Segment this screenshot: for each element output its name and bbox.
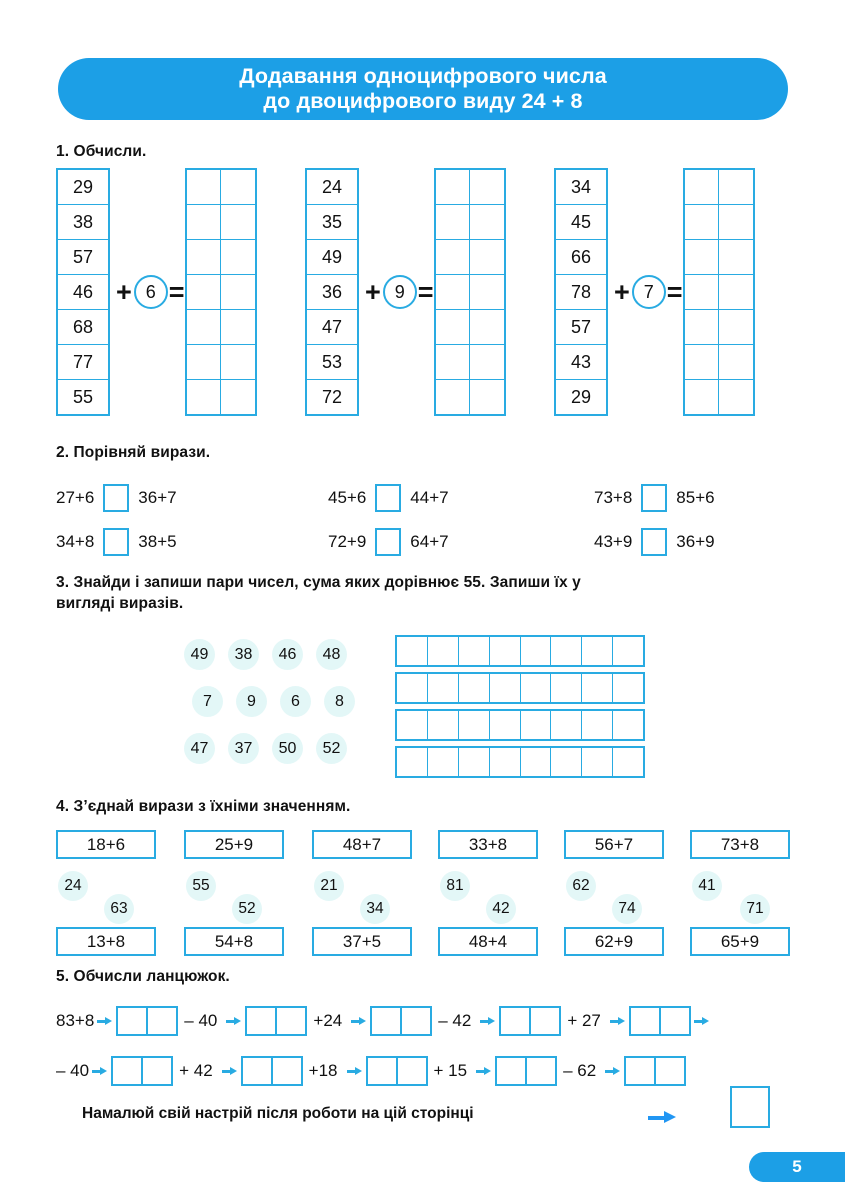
equals-icon: =	[168, 276, 185, 307]
answer-cell[interactable]	[221, 275, 255, 309]
task1-number-cell: 77	[58, 345, 108, 380]
task4-value-pill[interactable]: 41	[692, 871, 722, 901]
task5-answer-box[interactable]	[366, 1056, 428, 1086]
task5-answer-box[interactable]	[116, 1006, 178, 1036]
task4-value-pill[interactable]: 42	[486, 894, 516, 924]
answer-cell[interactable]	[531, 1008, 559, 1034]
answer-cell[interactable]	[490, 711, 521, 739]
page-number-badge: 5	[749, 1152, 845, 1182]
answer-cell[interactable]	[187, 275, 222, 309]
task1-heading: 1. Обчисли.	[56, 143, 147, 160]
task2-heading: 2. Порівняй вирази.	[56, 444, 211, 461]
task5-heading: 5. Обчисли ланцюжок.	[56, 968, 230, 985]
equals-icon: =	[666, 276, 683, 307]
task3-answer-row[interactable]	[395, 635, 645, 667]
task4-value-pill[interactable]: 55	[186, 871, 216, 901]
task3-heading-line2: вигляді виразів.	[56, 594, 184, 612]
task1-answer-row[interactable]	[436, 240, 504, 275]
task1-number-cell: 24	[307, 170, 357, 205]
task1-number-cell: 34	[556, 170, 606, 205]
task2-compare-box[interactable]	[103, 528, 129, 556]
answer-cell[interactable]	[397, 674, 428, 702]
task5-chain-row-2	[56, 1056, 686, 1086]
answer-cell[interactable]	[497, 1058, 527, 1084]
answer-cell[interactable]	[470, 275, 504, 309]
task2-left-expression: 43+9	[594, 532, 633, 551]
answer-cell[interactable]	[685, 380, 720, 414]
answer-cell[interactable]	[402, 1008, 430, 1034]
answer-cell[interactable]	[187, 380, 222, 414]
task5-operation: + 27	[567, 1011, 601, 1030]
answer-cell[interactable]	[719, 275, 753, 309]
answer-cell[interactable]	[143, 1058, 171, 1084]
task3-number-row-3	[184, 733, 347, 764]
answer-cell[interactable]	[613, 637, 643, 665]
answer-cell[interactable]	[719, 310, 753, 344]
answer-cell[interactable]	[490, 748, 521, 776]
task2-left-expression: 73+8	[594, 488, 633, 507]
answer-cell[interactable]	[113, 1058, 143, 1084]
answer-cell[interactable]	[459, 674, 490, 702]
answer-cell[interactable]	[187, 345, 222, 379]
task1-answer-row[interactable]	[685, 240, 753, 275]
mood-instruction: Намалюй свій настрій після роботи на цій сторінці	[82, 1105, 474, 1122]
answer-cell[interactable]	[397, 637, 428, 665]
task4-top-expression[interactable]: 33+8	[438, 830, 538, 859]
task3-number-pill[interactable]: 38	[228, 639, 259, 670]
task2-comparison	[328, 528, 449, 556]
arrow-right-icon	[222, 1066, 238, 1077]
answer-cell[interactable]	[397, 748, 428, 776]
task1-answer-row[interactable]	[187, 275, 255, 310]
task5-answer-box[interactable]	[624, 1056, 686, 1086]
task5-answer-box[interactable]	[111, 1056, 173, 1086]
task2-comparison	[594, 528, 715, 556]
arrow-right-icon	[351, 1016, 367, 1027]
answer-cell[interactable]	[221, 310, 255, 344]
task1-number-cell: 57	[556, 310, 606, 345]
task4-bottom-expression[interactable]: 48+4	[438, 927, 538, 956]
task1-number-cell: 53	[307, 345, 357, 380]
task3-number-pill[interactable]: 9	[236, 686, 267, 717]
task1-number-cell: 46	[58, 275, 108, 310]
answer-cell[interactable]	[436, 345, 471, 379]
task3-number-pill[interactable]: 50	[272, 733, 303, 764]
task2-comparison	[56, 484, 177, 512]
task1-group-2	[305, 168, 506, 416]
task5-answer-box[interactable]	[370, 1006, 432, 1036]
answer-cell[interactable]	[368, 1058, 398, 1084]
answer-cell[interactable]	[551, 748, 582, 776]
task1-number-cell: 43	[556, 345, 606, 380]
answer-cell[interactable]	[221, 170, 255, 204]
page-title-line1: Додавання одноцифрового числа	[239, 63, 607, 88]
answer-cell[interactable]	[719, 240, 753, 274]
answer-cell[interactable]	[626, 1058, 656, 1084]
task1-answer-grid-1[interactable]	[185, 168, 257, 416]
task1-number-cell: 47	[307, 310, 357, 345]
task4-top-expression[interactable]: 48+7	[312, 830, 412, 859]
page-title-line2: до двоцифрового виду 24 + 8	[263, 89, 583, 113]
task4-heading: 4. З’єднай вирази з їхніми значенням.	[56, 798, 351, 815]
task3-number-pill[interactable]: 49	[184, 639, 215, 670]
task3-answer-row[interactable]	[395, 672, 645, 704]
arrow-right-icon	[476, 1066, 492, 1077]
answer-cell[interactable]	[436, 170, 471, 204]
answer-cell[interactable]	[501, 1008, 531, 1034]
answer-cell[interactable]	[521, 748, 552, 776]
task5-operation: + 42	[179, 1061, 213, 1080]
task2-comparison	[56, 528, 177, 556]
task1-number-cell: 45	[556, 205, 606, 240]
task3-number-pill[interactable]: 47	[184, 733, 215, 764]
answer-cell[interactable]	[243, 1058, 273, 1084]
task1-number-cell: 68	[58, 310, 108, 345]
task1-body	[56, 168, 796, 416]
answer-cell[interactable]	[277, 1008, 305, 1034]
arrow-right-icon	[97, 1016, 113, 1027]
task2-compare-box[interactable]	[375, 484, 401, 512]
answer-cell[interactable]	[428, 674, 459, 702]
answer-cell[interactable]	[459, 748, 490, 776]
task2-right-expression: 44+7	[410, 488, 449, 507]
task4-value-pill[interactable]: 74	[612, 894, 642, 924]
task3-number-pill[interactable]: 52	[316, 733, 347, 764]
task5-operation: – 42	[438, 1011, 472, 1030]
task1-number-column-2	[305, 168, 359, 416]
arrow-right-icon	[347, 1066, 363, 1077]
answer-cell[interactable]	[613, 711, 643, 739]
answer-cell[interactable]	[470, 170, 504, 204]
answer-cell[interactable]	[551, 637, 582, 665]
task2-left-expression: 27+6	[56, 488, 95, 507]
task2-comparison	[328, 484, 449, 512]
answer-cell[interactable]	[148, 1008, 176, 1034]
answer-cell[interactable]	[470, 380, 504, 414]
answer-cell[interactable]	[436, 240, 471, 274]
task5-answer-box[interactable]	[495, 1056, 557, 1086]
answer-cell[interactable]	[397, 711, 428, 739]
task1-answer-row[interactable]	[436, 170, 504, 205]
answer-cell[interactable]	[187, 170, 222, 204]
answer-cell[interactable]	[719, 380, 753, 414]
task5-operation: – 40	[56, 1061, 90, 1080]
task4-value-pill[interactable]: 52	[232, 894, 262, 924]
task4-top-expression[interactable]: 25+9	[184, 830, 284, 859]
task1-answer-row[interactable]	[436, 345, 504, 380]
task1-answer-row[interactable]	[685, 345, 753, 380]
task2-comparison	[594, 484, 715, 512]
task5-start-expression: 83+8	[56, 1011, 95, 1030]
task4-bottom-expression[interactable]: 62+9	[564, 927, 664, 956]
task1-answer-row[interactable]	[436, 275, 504, 310]
answer-cell[interactable]	[661, 1008, 689, 1034]
task5-operation: +18	[308, 1061, 338, 1080]
task1-number-cell: 38	[58, 205, 108, 240]
answer-cell[interactable]	[372, 1008, 402, 1034]
task1-number-cell: 29	[570, 386, 592, 407]
task2-left-expression: 72+9	[328, 532, 367, 551]
task3-number-pill[interactable]: 48	[316, 639, 347, 670]
task2-compare-box[interactable]	[375, 528, 401, 556]
task1-number-cell: 72	[321, 386, 343, 407]
answer-cell[interactable]	[685, 345, 720, 379]
plus-icon: +	[116, 276, 132, 307]
task1-answer-grid-2[interactable]	[434, 168, 506, 416]
answer-cell[interactable]	[582, 711, 613, 739]
task1-number-cell: 29	[58, 170, 108, 205]
task3-number-row-2	[192, 686, 355, 717]
answer-cell[interactable]	[221, 345, 255, 379]
task1-number-column-3	[554, 168, 608, 416]
task3-answer-row[interactable]	[395, 709, 645, 741]
answer-cell[interactable]	[719, 205, 753, 239]
task5-operation: – 40	[184, 1011, 218, 1030]
answer-cell[interactable]	[719, 170, 753, 204]
task1-answer-row[interactable]	[436, 205, 504, 240]
answer-cell[interactable]	[118, 1008, 148, 1034]
answer-cell[interactable]	[613, 748, 643, 776]
answer-cell[interactable]	[551, 711, 582, 739]
answer-cell[interactable]	[685, 240, 720, 274]
task1-number-cell: 36	[307, 275, 357, 310]
answer-cell[interactable]	[656, 1058, 684, 1084]
arrow-right-icon	[226, 1016, 242, 1027]
task1-answer-row[interactable]	[187, 205, 255, 240]
task1-answer-row[interactable]	[685, 380, 753, 414]
answer-cell[interactable]	[273, 1058, 301, 1084]
answer-cell[interactable]	[582, 748, 613, 776]
task4-value-pill[interactable]: 63	[104, 894, 134, 924]
task2-right-expression: 64+7	[410, 532, 449, 551]
arrow-right-icon	[648, 1111, 676, 1124]
task4-bottom-expression[interactable]: 37+5	[312, 927, 412, 956]
task1-answer-row[interactable]	[685, 170, 753, 205]
task4-bottom-expression[interactable]: 13+8	[56, 927, 156, 956]
answer-cell[interactable]	[459, 711, 490, 739]
answer-cell[interactable]	[221, 240, 255, 274]
task4-top-expression[interactable]: 56+7	[564, 830, 664, 859]
task1-answer-row[interactable]	[187, 240, 255, 275]
task4-value-pill[interactable]: 34	[360, 894, 390, 924]
task1-answer-row[interactable]	[685, 310, 753, 345]
task2-right-expression: 36+9	[676, 532, 715, 551]
task2-compare-box[interactable]	[641, 528, 667, 556]
plus-icon: +	[614, 276, 630, 307]
task5-answer-box[interactable]	[241, 1056, 303, 1086]
task4-value-pill[interactable]: 81	[440, 871, 470, 901]
answer-cell[interactable]	[613, 674, 643, 702]
answer-cell[interactable]	[685, 310, 720, 344]
answer-cell[interactable]	[470, 345, 504, 379]
answer-cell[interactable]	[685, 205, 720, 239]
answer-cell[interactable]	[187, 205, 222, 239]
answer-cell[interactable]	[490, 674, 521, 702]
task5-operation: +24	[313, 1011, 343, 1030]
task3-number-pill[interactable]: 6	[280, 686, 311, 717]
task5-answer-box[interactable]	[245, 1006, 307, 1036]
equals-icon: =	[417, 276, 434, 307]
answer-cell[interactable]	[685, 170, 720, 204]
task1-answer-row[interactable]	[685, 275, 753, 310]
answer-cell[interactable]	[428, 637, 459, 665]
task3-number-pill[interactable]: 37	[228, 733, 259, 764]
arrow-right-icon	[694, 1016, 710, 1027]
answer-cell[interactable]	[685, 275, 720, 309]
arrow-right-icon	[610, 1016, 626, 1027]
task2-right-expression: 36+7	[138, 488, 177, 507]
task5-operation: – 62	[563, 1061, 597, 1080]
task3-number-row-1	[184, 639, 347, 670]
answer-cell[interactable]	[436, 275, 471, 309]
task1-answer-row[interactable]	[436, 380, 504, 414]
task1-number-cell: 55	[72, 386, 94, 407]
task1-addend-circle-3: 7	[632, 275, 666, 309]
task5-answer-box[interactable]	[499, 1006, 561, 1036]
task3-number-pill[interactable]: 8	[324, 686, 355, 717]
answer-cell[interactable]	[470, 205, 504, 239]
task4-value-pill[interactable]: 24	[58, 871, 88, 901]
answer-cell[interactable]	[551, 674, 582, 702]
task5-answer-box[interactable]	[629, 1006, 691, 1036]
task4-top-expression[interactable]: 73+8	[690, 830, 790, 859]
task4-top-expression[interactable]: 18+6	[56, 830, 156, 859]
answer-cell[interactable]	[631, 1008, 661, 1034]
answer-cell[interactable]	[398, 1058, 426, 1084]
answer-cell[interactable]	[459, 637, 490, 665]
task5-chain-row-1	[56, 1006, 713, 1036]
answer-cell[interactable]	[582, 674, 613, 702]
task3-answer-grid[interactable]	[395, 635, 645, 783]
answer-cell[interactable]	[221, 205, 255, 239]
task1-answer-row[interactable]	[187, 345, 255, 380]
task2-right-expression: 85+6	[676, 488, 715, 507]
answer-cell[interactable]	[582, 637, 613, 665]
task1-answer-row[interactable]	[685, 205, 753, 240]
task3-heading-line1: 3. Знайди і запиши пари чисел, сума яких дорівнює 55. Запиши їх у	[56, 574, 581, 591]
task4-value-pill[interactable]: 21	[314, 871, 344, 901]
answer-cell[interactable]	[470, 240, 504, 274]
answer-cell[interactable]	[436, 310, 471, 344]
task1-number-cell: 78	[556, 275, 606, 310]
answer-cell[interactable]	[436, 205, 471, 239]
task1-number-cell: 35	[307, 205, 357, 240]
task5-operation: + 15	[433, 1061, 468, 1080]
task1-answer-row[interactable]	[187, 310, 255, 345]
answer-cell[interactable]	[187, 310, 222, 344]
task3-number-pill[interactable]: 7	[192, 686, 223, 717]
task2-right-expression: 38+5	[138, 532, 177, 551]
task4-value-pill[interactable]: 62	[566, 871, 596, 901]
plus-icon: +	[365, 276, 381, 307]
task4-value-pill[interactable]: 71	[740, 894, 770, 924]
arrow-right-icon	[92, 1066, 108, 1077]
arrow-right-icon	[480, 1016, 496, 1027]
task1-answer-row[interactable]	[187, 170, 255, 205]
answer-cell[interactable]	[521, 674, 552, 702]
answer-cell[interactable]	[428, 711, 459, 739]
answer-cell[interactable]	[719, 345, 753, 379]
answer-cell[interactable]	[221, 380, 255, 414]
task3-number-pill[interactable]: 46	[272, 639, 303, 670]
answer-cell[interactable]	[247, 1008, 277, 1034]
page-title-banner	[58, 58, 788, 120]
task2-compare-box[interactable]	[103, 484, 129, 512]
answer-cell[interactable]	[436, 380, 471, 414]
task2-left-expression: 45+6	[328, 488, 367, 507]
task1-number-cell: 57	[58, 240, 108, 275]
task1-addend-circle-2: 9	[383, 275, 417, 309]
task1-number-cell: 66	[556, 240, 606, 275]
task1-number-column-1	[56, 168, 110, 416]
mood-drawing-box[interactable]	[730, 1086, 770, 1128]
task1-addend-circle-1: 6	[134, 275, 168, 309]
answer-cell[interactable]	[470, 310, 504, 344]
answer-cell[interactable]	[428, 748, 459, 776]
answer-cell[interactable]	[527, 1058, 555, 1084]
task2-left-expression: 34+8	[56, 532, 95, 551]
task1-group-1	[56, 168, 257, 416]
task4-bottom-expression[interactable]: 65+9	[690, 927, 790, 956]
task1-number-cell: 49	[307, 240, 357, 275]
arrow-right-icon	[605, 1066, 621, 1077]
answer-cell[interactable]	[490, 637, 521, 665]
task1-group-3	[554, 168, 755, 416]
task1-answer-row[interactable]	[187, 380, 255, 414]
task4-bottom-expression[interactable]: 54+8	[184, 927, 284, 956]
answer-cell[interactable]	[521, 711, 552, 739]
task2-compare-box[interactable]	[641, 484, 667, 512]
answer-cell[interactable]	[521, 637, 552, 665]
task3-answer-row[interactable]	[395, 746, 645, 778]
task1-answer-grid-3[interactable]	[683, 168, 755, 416]
answer-cell[interactable]	[187, 240, 222, 274]
task1-answer-row[interactable]	[436, 310, 504, 345]
task3-heading	[56, 573, 796, 615]
